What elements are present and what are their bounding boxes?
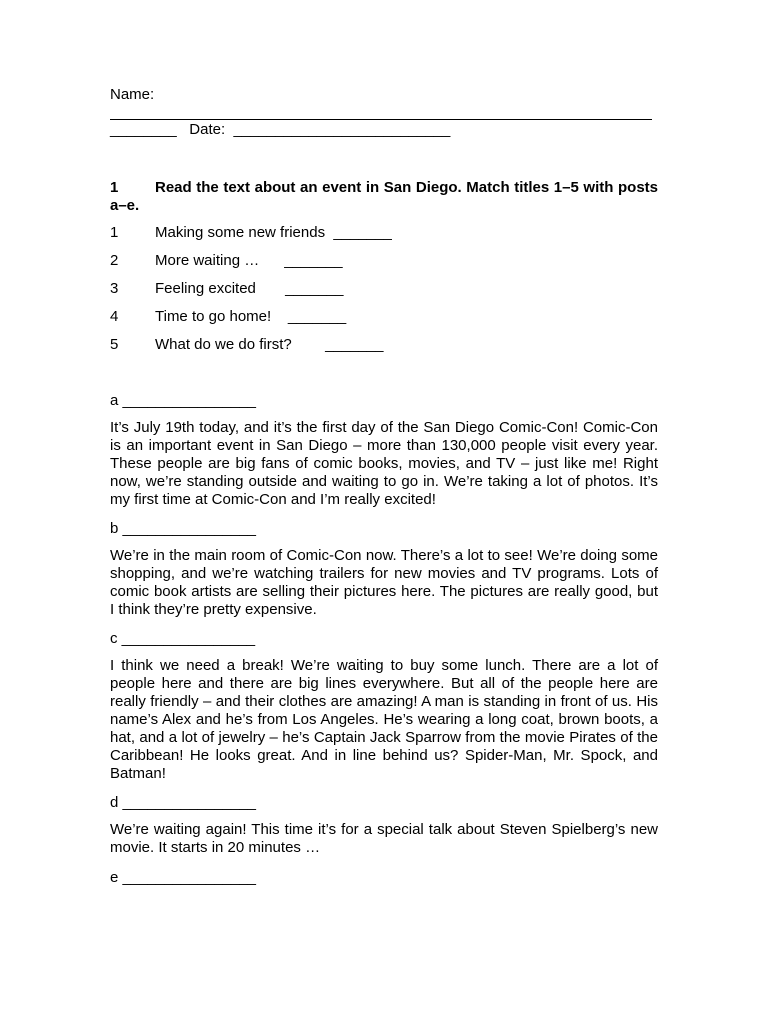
- item-number: 5: [110, 336, 119, 353]
- item-blank: _______: [284, 252, 343, 269]
- item-number: 1: [110, 224, 119, 241]
- item-title: What do we do first?: [155, 336, 292, 353]
- exercise-instruction: [110, 179, 658, 215]
- name-label: Name:: [110, 86, 155, 103]
- list-item: [110, 252, 343, 270]
- date-row: [110, 121, 450, 139]
- name-blank-line: [110, 119, 652, 120]
- item-blank: _______: [333, 224, 392, 241]
- item-number: 2: [110, 252, 119, 269]
- list-item: [110, 224, 392, 242]
- post-b-label: b ________________: [110, 520, 256, 537]
- post-b-text: We’re in the main room of Comic-Con now. There’s a lot to see! We’re doing some shopping, and we’re watching trailers for new movies and TV programs. Lots of comic book artists are selling their pictures here. The pictures are really good, but I think they’re pretty expensive.: [110, 547, 658, 618]
- exercise-number: 1: [110, 179, 119, 196]
- list-item: [110, 336, 383, 354]
- item-title: More waiting …: [155, 252, 260, 269]
- post-a-text: It’s July 19th today, and it’s the first day of the San Diego Comic-Con! Comic-Con is an important event in San Diego – more than 130,000 people visit every year. These people are big fans of comic books, movies, and TV – just like me! Right now, we’re standing outside and waiting to go in. We’re taking a lot of photos. It’s my first time at Comic-Con and I’m really excited!: [110, 419, 658, 508]
- post-c-text: I think we need a break! We’re waiting to buy some lunch. There are a lot of people here and there are big lines everywhere. But all of the people here are really friendly – and their clothes are amazing! A man is standing in front of us. His name’s Alex and he’s from Los Angeles. He’s wearing a long coat, brown boots, a hat, and a lot of jewelry – he’s Captain Jack Sparrow from the movie Pirates of the Caribbean! He looks great. And in line behind us? Spider-Man, Mr. Spock, and Batman!: [110, 657, 658, 782]
- list-item: [110, 308, 346, 326]
- list-item: [110, 280, 344, 298]
- item-blank: _______: [287, 308, 347, 325]
- item-number: 3: [110, 280, 119, 297]
- post-d-text: We’re waiting again! This time it’s for a special talk about Steven Spielberg’s new movie. It starts in 20 minutes …: [110, 821, 658, 856]
- item-number: 4: [110, 308, 119, 325]
- date-blank: __________________________: [233, 121, 451, 138]
- date-label: Date:: [189, 121, 226, 138]
- post-e-label: e ________________: [110, 869, 256, 886]
- item-blank: _______: [325, 336, 384, 353]
- item-title: Time to go home!: [155, 308, 272, 325]
- post-d-label: d ________________: [110, 794, 256, 811]
- item-title: Making some new friends: [155, 224, 326, 241]
- post-c-label: c ________________: [110, 630, 256, 647]
- post-a-label: a ________________: [110, 392, 256, 409]
- item-title: Feeling excited: [155, 280, 256, 297]
- item-blank: _______: [285, 280, 344, 297]
- date-prefix-blank: ________: [110, 121, 177, 138]
- exercise-instruction-text: Read the text about an event in San Diego. Match titles 1–5 with posts a–e.: [110, 179, 658, 214]
